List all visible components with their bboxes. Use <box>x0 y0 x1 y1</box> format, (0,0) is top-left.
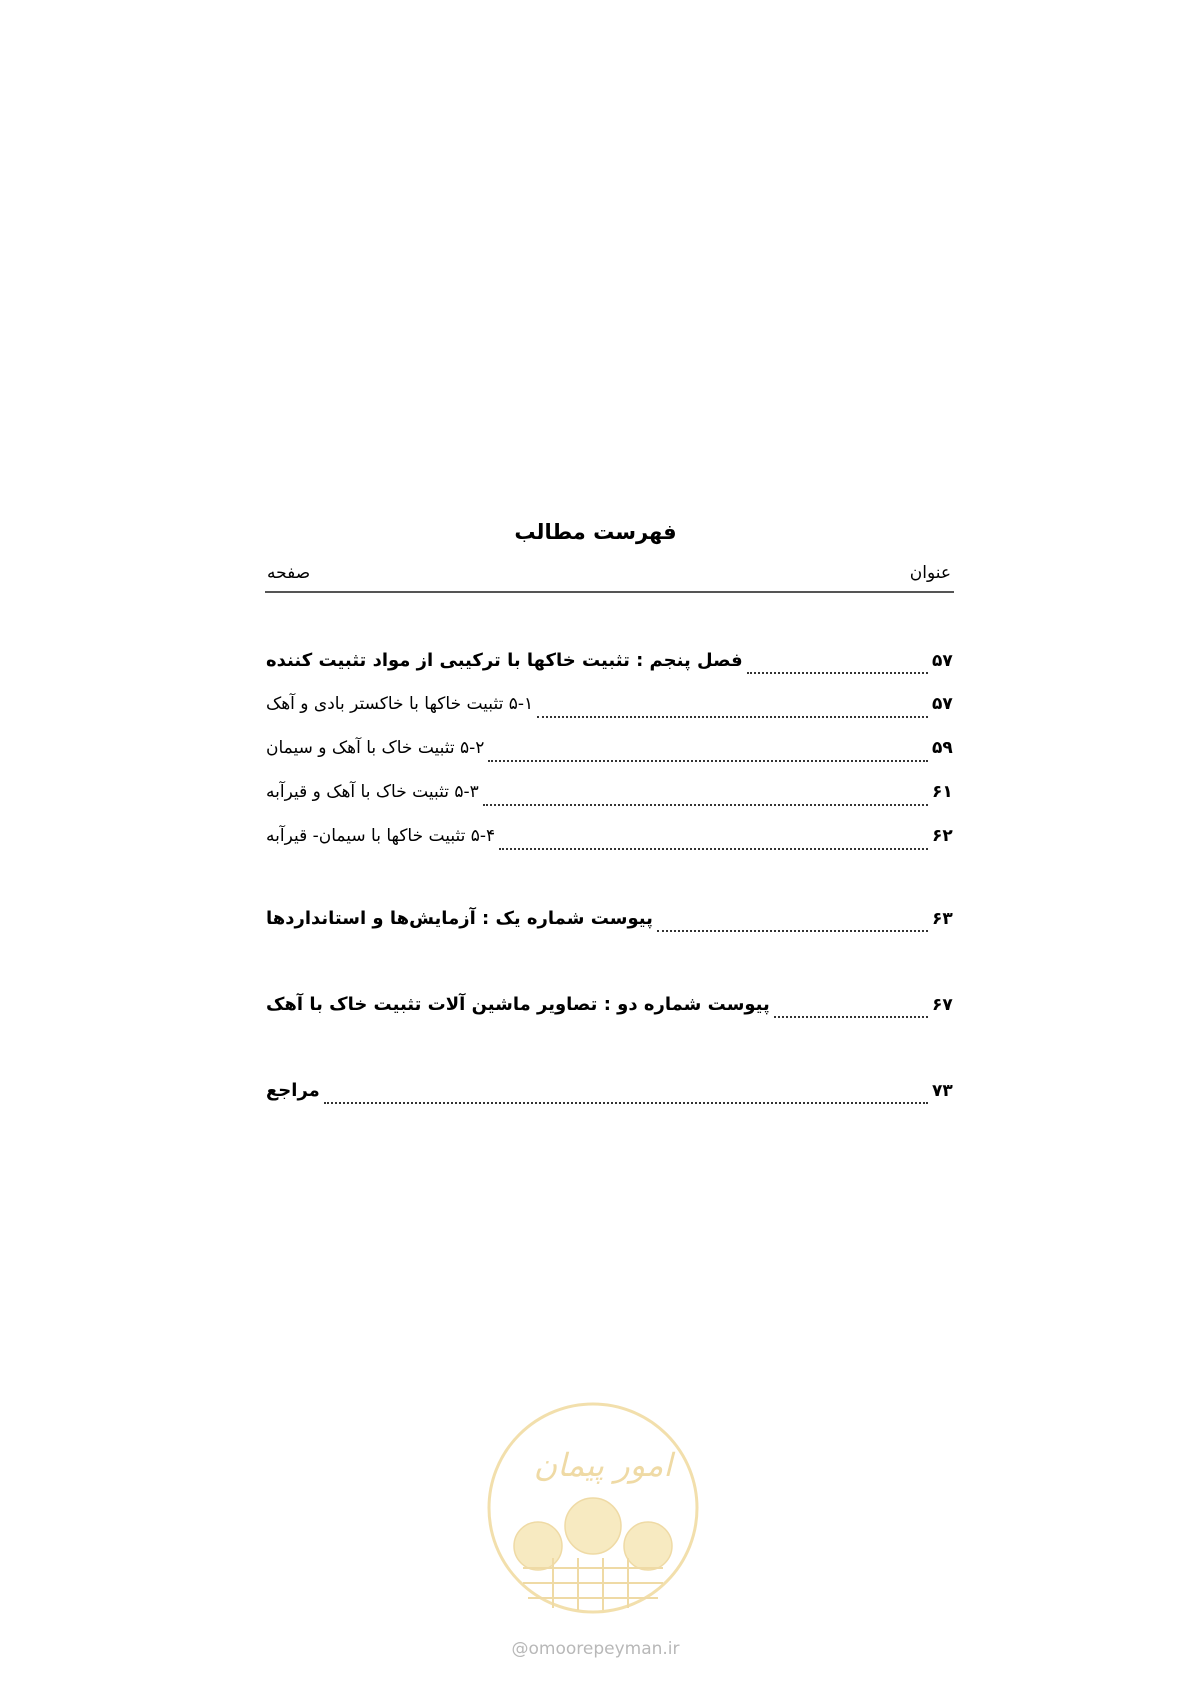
toc-entry-label: مراجع <box>266 1080 320 1101</box>
toc-entry-5-1[interactable] <box>266 694 954 724</box>
toc-entry-label: ۵-۱ تثبیت خاکها با خاکستر بادی و آهک <box>266 694 534 714</box>
toc-entry-label: پیوست شماره یک : آزمایش‌ها و استانداردها <box>266 908 653 929</box>
column-header-title: عنوان <box>909 563 951 583</box>
toc-entry-appendix-1[interactable] <box>266 908 954 938</box>
dot-leader <box>747 671 928 674</box>
dot-leader <box>499 847 928 850</box>
dot-leader <box>488 759 928 762</box>
at-icon: @ <box>511 1639 529 1659</box>
toc-entry-page: ۶۷ <box>932 995 953 1015</box>
toc-entry-page: ۵۷ <box>932 694 953 714</box>
toc-entry-label: ۵-۳ تثبیت خاک با آهک و قیرآبه <box>266 782 479 802</box>
toc-entry-appendix-2[interactable] <box>266 994 954 1024</box>
dot-leader <box>657 929 928 932</box>
toc-entry-references[interactable] <box>266 1080 954 1110</box>
dot-leader <box>483 803 928 806</box>
watermark-logo <box>483 1398 703 1618</box>
toc-entry-label: پیوست شماره دو : تصاویر ماشین آلات تثبیت خاک با آهک <box>266 994 770 1015</box>
column-header-page: صفحه <box>267 563 311 583</box>
dot-leader <box>537 715 928 718</box>
toc-entry-page: ۶۲ <box>932 826 953 846</box>
toc-entry-page: ۷۳ <box>932 1081 953 1101</box>
toc-entry-page: ۶۳ <box>932 909 953 929</box>
watermark-logo-text: امور پیمان <box>533 1446 673 1484</box>
toc-entry-page: ۵۹ <box>932 738 953 758</box>
toc-entry-label: ۵-۴ تثبیت خاکها با سیمان- قیرآبه <box>266 826 496 846</box>
watermark-site: @omoorepeyman.ir <box>511 1639 680 1659</box>
toc-entry-5-3[interactable] <box>266 782 954 812</box>
dot-leader <box>324 1101 928 1104</box>
toc-entry-label: فصل پنجم : تثبیت خاکها با ترکیبی از مواد تثبیت کننده <box>266 650 743 671</box>
dot-leader <box>774 1015 928 1018</box>
toc-title: فهرست مطالب <box>514 520 677 544</box>
toc-entry-page: ۶۱ <box>932 782 953 802</box>
header-divider <box>265 591 954 593</box>
toc-entry-label: ۵-۲ تثبیت خاک با آهک و سیمان <box>266 738 485 758</box>
toc-entry-page: ۵۷ <box>932 651 953 671</box>
toc-entry-5-2[interactable] <box>266 738 954 768</box>
toc-entry-5-4[interactable] <box>266 826 954 856</box>
toc-entry-chapter-5[interactable] <box>266 650 954 680</box>
